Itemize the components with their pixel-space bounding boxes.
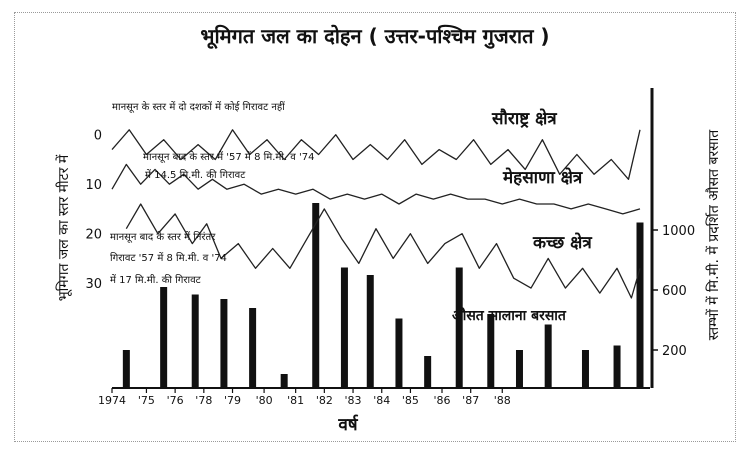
rainfall-bar [614,346,621,389]
rainfall-bar [395,319,402,389]
bars-label: औसत सालाना बरसात [452,308,566,324]
x-tick-label: '87 [462,394,480,407]
rainfall-bar [281,374,288,388]
x-tick-label: '88 [493,394,511,407]
rainfall-bar [220,299,227,388]
rainfall-bar [487,314,494,388]
rainfall-bar [312,203,319,388]
rainfall-bar [160,287,167,388]
x-tick-label: '79 [224,394,242,407]
rainfall-bar [341,268,348,389]
x-axis-label: वर्ष [338,415,358,435]
chart-title: भूमिगत जल का दोहन ( उत्तर-पश्चिम गुजरात ) [200,24,550,48]
right-tick-label: 200 [662,344,687,359]
rainfall-bar [456,268,463,389]
right-axis-label: स्तम्भों में मि.मी. में प्रदर्शित औसत बरसात [706,129,722,341]
x-tick-label: '85 [401,394,419,407]
x-tick-label: '83 [344,394,362,407]
annotation-kutch-line1: मानसून बाद के स्तर में निरंतर [110,232,216,243]
x-tick-label: '80 [255,394,273,407]
left-tick-label: 0 [93,128,102,144]
x-tick-label: '82 [315,394,333,407]
rainfall-bar [123,350,130,388]
annotation-mehsana-line2: में 14.5 मि.मी. की गिरावट [145,170,246,181]
rainfall-bar [249,308,256,388]
rainfall-bar [637,223,644,389]
rainfall-bar [424,356,431,388]
right-tick-label: 1000 [662,224,696,239]
left-tick-label: 30 [85,277,102,293]
x-tick-label: '86 [433,394,451,407]
x-tick-label: '76 [166,394,184,407]
left-tick-label: 20 [85,227,102,243]
annotation-saurashtra: मानसून के स्तर में दो दशकों में कोई गिरावट नहीं [112,102,285,113]
left-tick-label: 10 [85,178,102,194]
rainfall-bar [516,350,523,388]
rainfall-bar [367,275,374,388]
series-label-kutch: कच्छ क्षेत्र [533,233,592,253]
series-label-mehsana: मेहसाणा क्षेत्र [503,168,583,188]
annotation-kutch-line2: गिरावट '57 में 8 मि.मी. व '74 [110,253,227,264]
rainfall-bar [545,325,552,389]
right-tick-label: 600 [662,284,687,299]
x-tick-label: '84 [373,394,391,407]
x-tick-label: '75 [137,394,155,407]
rainfall-bar [582,350,589,388]
x-tick-label: '81 [287,394,305,407]
annotation-kutch-line3: में 17 मि.मी. की गिरावट [110,275,201,286]
x-tick-label: '78 [195,394,213,407]
rainfall-bar [192,295,199,389]
left-axis-label: भूमिगत जल का स्तर मीटर में [56,154,72,302]
x-tick-label: 1974 [98,394,126,407]
annotation-mehsana-line1: मानसून बाद के स्तर में '57 में 8 मि.मी. व '74 [143,152,315,163]
series-label-saurashtra: सौराष्ट्र क्षेत्र [492,109,557,129]
